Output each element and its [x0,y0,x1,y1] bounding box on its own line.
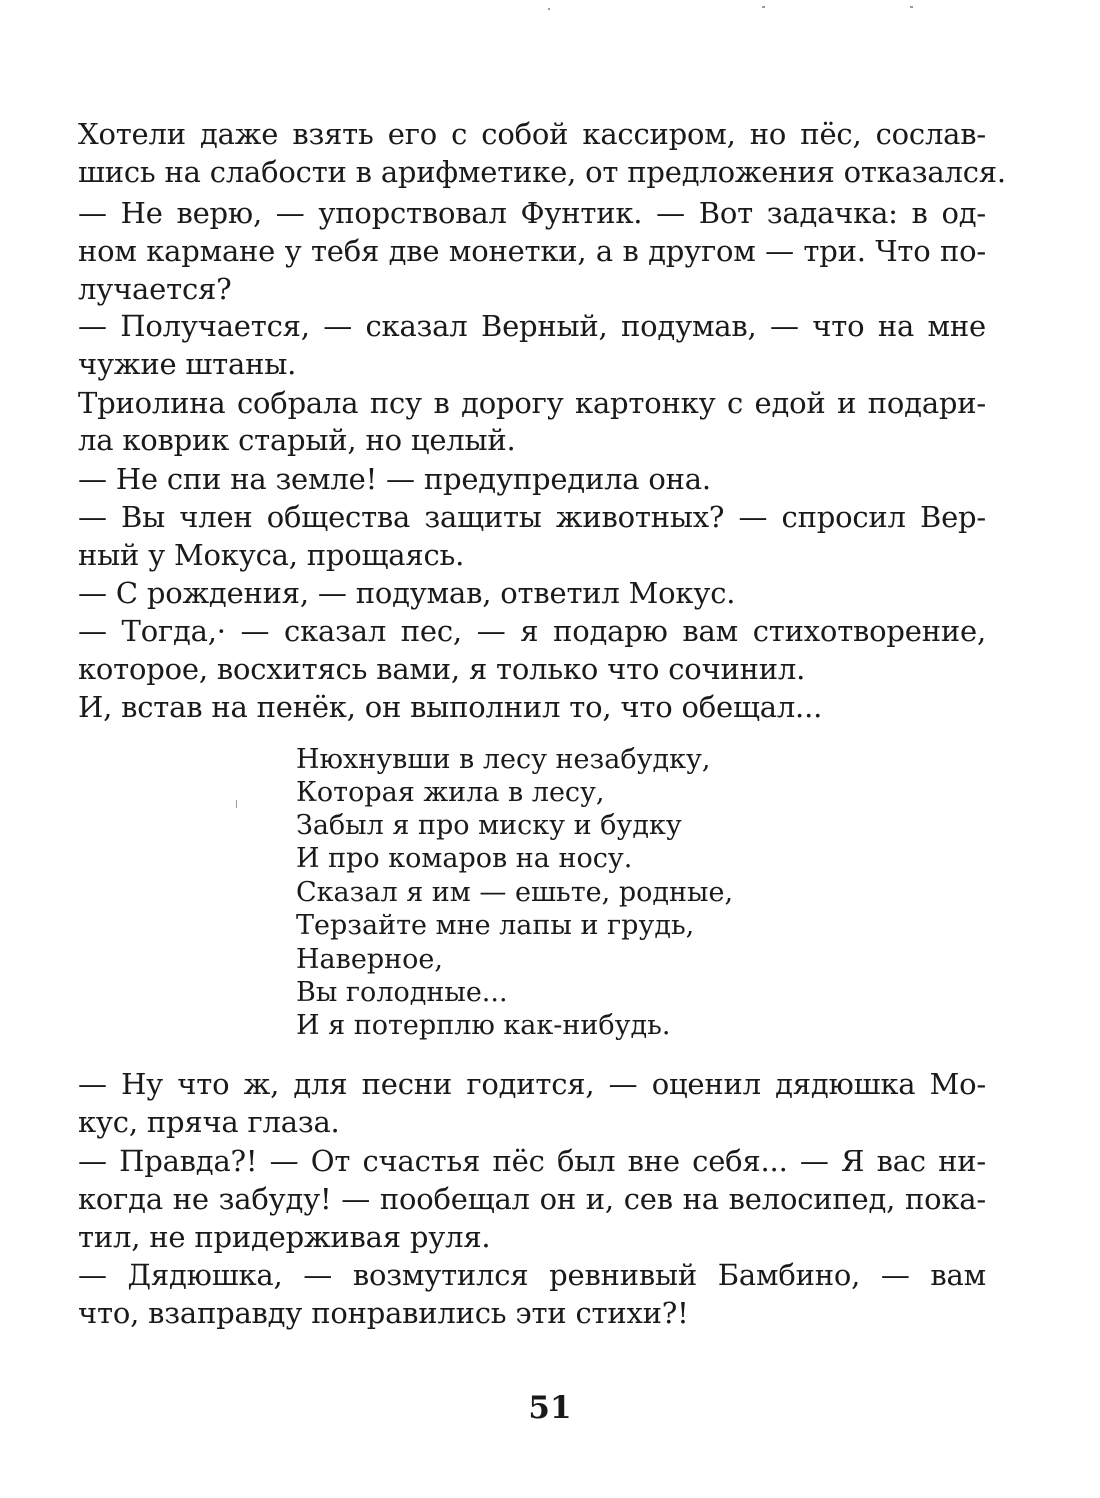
page-number: 51 [528,1390,572,1426]
poem-line: Нюхнувши в лесу незабудку, [296,744,711,775]
poem-line: Сказал я им — ешьте, родные, [296,877,734,908]
text-line: кус, пряча глаза. [78,1105,340,1139]
text-line: — Дядюшка, — возмутился ревнивый Бамбино, — вам [78,1258,986,1292]
poem-line: Терзайте мне лапы и грудь, [296,910,695,941]
poem-line: Забыл я про миску и будку [296,810,682,841]
text-line: которое, восхитясь вами, я только что сочинил. [78,652,806,686]
scan-speck [548,8,550,10]
text-line: — Не верю, — упорствовал Фунтик. — Вот задачка: в од- [78,196,986,230]
text-line: Хотели даже взять его с собой кассиром, но пёс, сослав- [78,117,986,151]
text-line: Триолина собрала псу в дорогу картонку с едой и подари- [78,386,986,420]
text-line: лучается? [78,272,232,306]
poem-line: И про комаров на носу. [296,843,633,874]
poem-line: Вы голодные... [296,977,508,1008]
scan-speck [910,6,913,8]
text-line: — Получается, — сказал Верный, подумав, — что на мне [78,309,986,343]
poem-line: И я потерплю как-нибудь. [296,1010,671,1041]
text-line: — Ну что ж, для песни годится, — оценил дядюшка Мо- [78,1067,986,1101]
text-line: ный у Мокуса, прощаясь. [78,538,465,572]
text-line: — Правда?! — От счастья пёс был вне себя... — Я вас ни- [78,1144,986,1178]
text-line: И, встав на пенёк, он выполнил то, что обещал... [78,690,823,724]
text-line: — Не спи на земле! — предупредила она. [78,462,711,496]
text-line: — Тогда,· — сказал пес, — я подарю вам стихотворение, [78,614,986,648]
text-line: ла коврик старый, но целый. [78,423,516,457]
text-line: тил, не придерживая руля. [78,1220,491,1254]
text-line: чужие штаны. [78,347,297,381]
text-line: шись на слабости в арифметике, от предложения отказался. [78,155,1006,189]
text-line: ном кармане у тебя две монетки, а в другом — три. Что по- [78,234,986,268]
poem-line: Наверное, [296,944,443,975]
text-line: — С рождения, — подумав, ответил Мокус. [78,576,736,610]
scan-speck [762,6,765,8]
text-line: когда не забуду! — пообещал он и, сев на велосипед, пока- [78,1182,986,1216]
poem-line: Которая жила в лесу, [296,777,605,808]
text-line: — Вы член общества защиты животных? — спросил Вер- [78,500,986,534]
scan-speck [236,800,237,808]
text-line: что, взаправду понравились эти стихи?! [78,1296,689,1330]
